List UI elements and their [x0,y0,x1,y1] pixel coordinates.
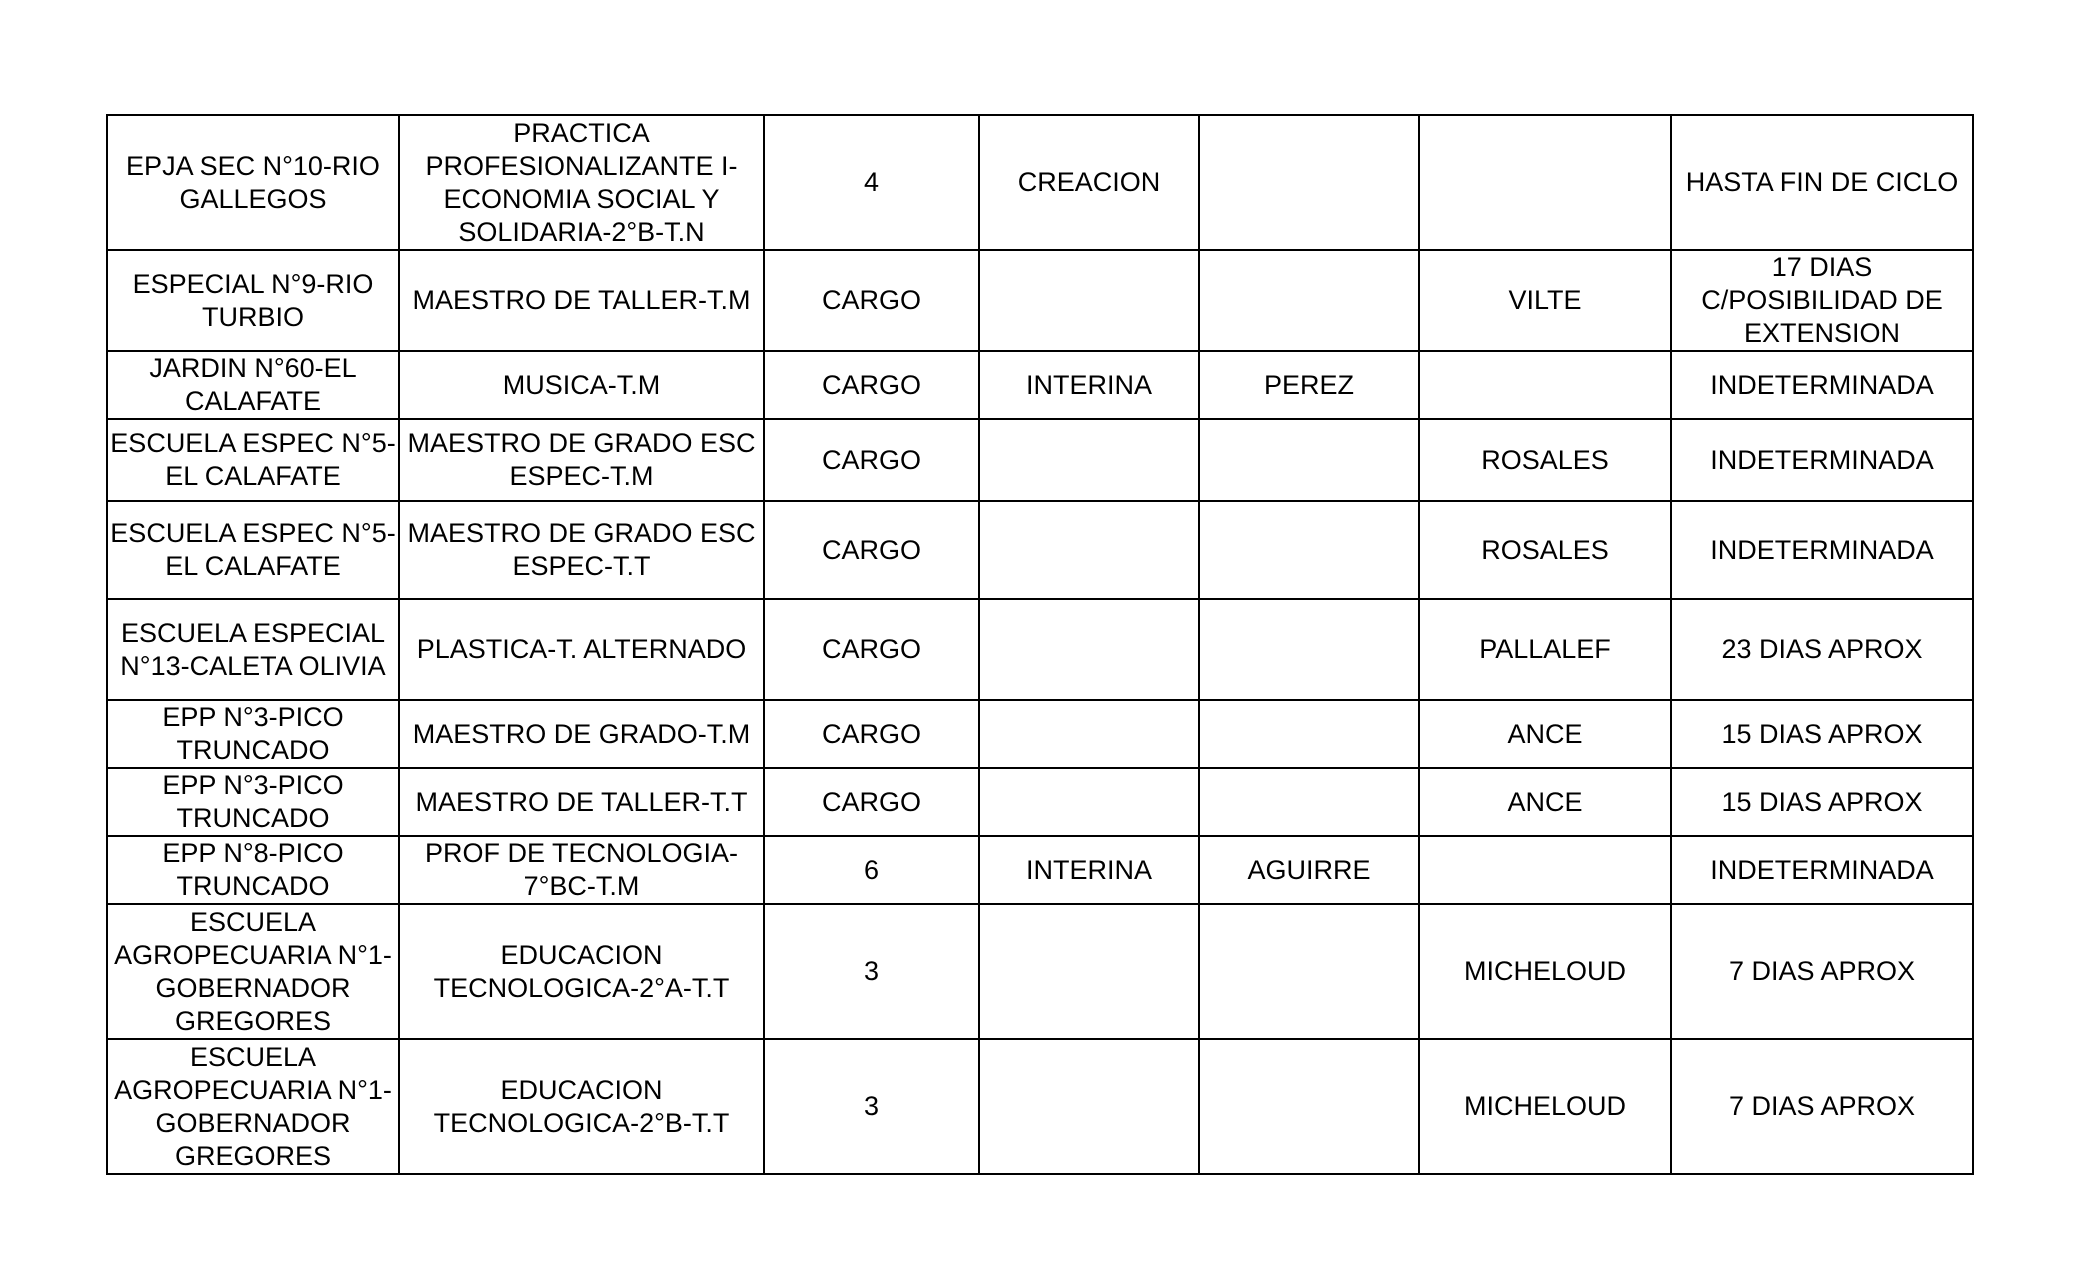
subject-cell: EDUCACION TECNOLOGICA-2°B-T.T [399,1039,764,1174]
situation-cell [979,1039,1199,1174]
replaced-cell: ROSALES [1419,501,1671,599]
table-row [107,250,1973,351]
holder-cell [1199,1039,1419,1174]
duration-cell: 17 DIAS C/POSIBILIDAD DE EXTENSION [1671,250,1973,351]
replaced-cell: ANCE [1419,768,1671,836]
vacancies-table [106,114,1974,1175]
school-cell: ESCUELA ESPEC N°5-EL CALAFATE [107,501,399,599]
school-cell: JARDIN N°60-EL CALAFATE [107,351,399,419]
table-row [107,768,1973,836]
duration-cell: 15 DIAS APROX [1671,768,1973,836]
hours-cell: CARGO [764,419,979,501]
subject-cell: MUSICA-T.M [399,351,764,419]
holder-cell [1199,115,1419,250]
duration-cell: 7 DIAS APROX [1671,904,1973,1039]
duration-cell: 7 DIAS APROX [1671,1039,1973,1174]
hours-cell: 6 [764,836,979,904]
situation-cell [979,419,1199,501]
subject-cell: MAESTRO DE GRADO-T.M [399,700,764,768]
subject-cell: MAESTRO DE GRADO ESC ESPEC-T.T [399,501,764,599]
duration-cell: HASTA FIN DE CICLO [1671,115,1973,250]
situation-cell [979,501,1199,599]
duration-cell: INDETERMINADA [1671,351,1973,419]
replaced-cell: ROSALES [1419,419,1671,501]
situation-cell [979,700,1199,768]
table-row [107,1039,1973,1174]
holder-cell [1199,250,1419,351]
duration-cell: INDETERMINADA [1671,836,1973,904]
replaced-cell [1419,836,1671,904]
table-row [107,351,1973,419]
replaced-cell [1419,351,1671,419]
hours-cell: 4 [764,115,979,250]
school-cell: ESCUELA AGROPECUARIA N°1-GOBERNADOR GREGORES [107,1039,399,1174]
subject-cell: PROF DE TECNOLOGIA-7°BC-T.M [399,836,764,904]
subject-cell: PLASTICA-T. ALTERNADO [399,599,764,700]
situation-cell [979,250,1199,351]
situation-cell: INTERINA [979,351,1199,419]
hours-cell: CARGO [764,351,979,419]
table-row [107,599,1973,700]
table-row [107,904,1973,1039]
duration-cell: INDETERMINADA [1671,419,1973,501]
replaced-cell: ANCE [1419,700,1671,768]
situation-cell: INTERINA [979,836,1199,904]
hours-cell: 3 [764,1039,979,1174]
holder-cell [1199,419,1419,501]
subject-cell: EDUCACION TECNOLOGICA-2°A-T.T [399,904,764,1039]
situation-cell [979,599,1199,700]
school-cell: ESCUELA ESPEC N°5-EL CALAFATE [107,419,399,501]
subject-cell: MAESTRO DE TALLER-T.T [399,768,764,836]
hours-cell: CARGO [764,700,979,768]
holder-cell [1199,904,1419,1039]
subject-cell: MAESTRO DE TALLER-T.M [399,250,764,351]
table-row [107,115,1973,250]
school-cell: ESCUELA ESPECIAL N°13-CALETA OLIVIA [107,599,399,700]
situation-cell [979,768,1199,836]
hours-cell: CARGO [764,599,979,700]
school-cell: EPP N°8-PICO TRUNCADO [107,836,399,904]
replaced-cell [1419,115,1671,250]
replaced-cell: MICHELOUD [1419,1039,1671,1174]
holder-cell: PEREZ [1199,351,1419,419]
school-cell: EPP N°3-PICO TRUNCADO [107,768,399,836]
subject-cell: PRACTICA PROFESIONALIZANTE I-ECONOMIA SOCIAL Y SOLIDARIA-2°B-T.N [399,115,764,250]
school-cell: ESCUELA AGROPECUARIA N°1-GOBERNADOR GREGORES [107,904,399,1039]
subject-cell: MAESTRO DE GRADO ESC ESPEC-T.M [399,419,764,501]
duration-cell: 15 DIAS APROX [1671,700,1973,768]
holder-cell: AGUIRRE [1199,836,1419,904]
table-row [107,419,1973,501]
table-body [107,115,1973,1174]
duration-cell: 23 DIAS APROX [1671,599,1973,700]
replaced-cell: MICHELOUD [1419,904,1671,1039]
school-cell: EPP N°3-PICO TRUNCADO [107,700,399,768]
hours-cell: 3 [764,904,979,1039]
table-row [107,836,1973,904]
table-row [107,501,1973,599]
holder-cell [1199,768,1419,836]
replaced-cell: VILTE [1419,250,1671,351]
hours-cell: CARGO [764,768,979,836]
school-cell: EPJA SEC N°10-RIO GALLEGOS [107,115,399,250]
situation-cell [979,904,1199,1039]
situation-cell: CREACION [979,115,1199,250]
replaced-cell: PALLALEF [1419,599,1671,700]
hours-cell: CARGO [764,250,979,351]
hours-cell: CARGO [764,501,979,599]
duration-cell: INDETERMINADA [1671,501,1973,599]
holder-cell [1199,599,1419,700]
table-row [107,700,1973,768]
school-cell: ESPECIAL N°9-RIO TURBIO [107,250,399,351]
holder-cell [1199,700,1419,768]
holder-cell [1199,501,1419,599]
